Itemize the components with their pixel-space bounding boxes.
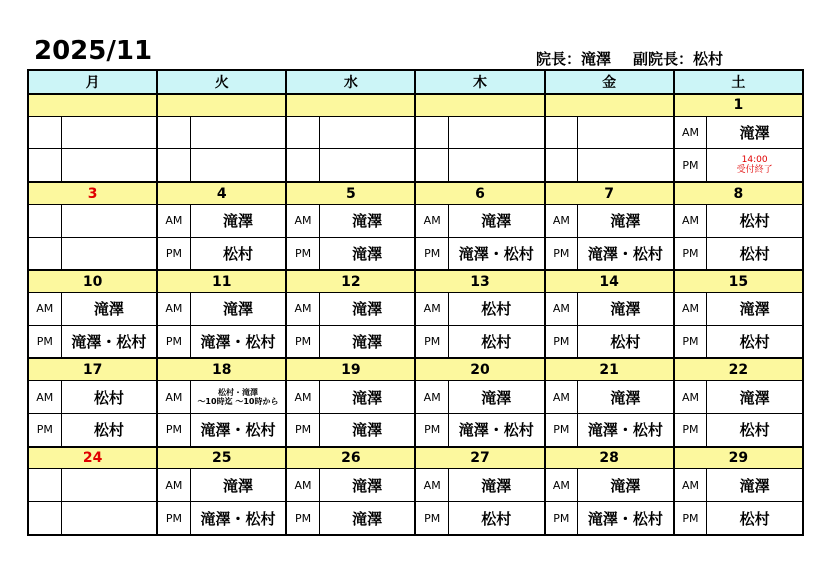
doctor-cell: 滝澤・松村	[190, 413, 286, 446]
date-cell: 19	[286, 358, 415, 380]
doctor-cell: 滝澤	[61, 293, 157, 326]
am-label	[28, 116, 61, 149]
date-cell: 11	[157, 270, 286, 292]
doctor-cell: 松村	[61, 413, 157, 446]
am-label: AM	[674, 469, 707, 502]
doctor-cell: 松村	[61, 381, 157, 414]
pm-row	[28, 502, 803, 535]
date-cell	[28, 94, 157, 116]
am-label: AM	[415, 204, 448, 237]
doctor-cell: 滝澤・松村	[578, 237, 674, 270]
am-label: AM	[415, 293, 448, 326]
staff-info	[536, 50, 745, 68]
date-cell: 22	[674, 358, 803, 380]
note-line: 14:00	[741, 155, 768, 166]
am-label	[28, 469, 61, 502]
weekday-header: 火	[157, 70, 286, 94]
pm-label: PM	[157, 237, 190, 270]
am-label	[286, 116, 319, 149]
pm-label: PM	[415, 413, 448, 446]
pm-label: PM	[157, 502, 190, 535]
pm-label	[157, 149, 190, 182]
am-label	[545, 116, 578, 149]
date-cell: 21	[545, 358, 674, 380]
date-row	[28, 182, 803, 204]
pm-row	[28, 149, 803, 182]
doctor-cell: 滝澤・松村	[61, 325, 157, 358]
date-row	[28, 358, 803, 380]
date-cell: 15	[674, 270, 803, 292]
date-cell	[545, 94, 674, 116]
doctor-cell: 滝澤	[319, 381, 415, 414]
doctor-cell	[190, 116, 286, 149]
date-cell: 24	[28, 447, 157, 469]
doctor-cell: 滝澤	[707, 469, 803, 502]
date-cell: 8	[674, 182, 803, 204]
date-cell: 18	[157, 358, 286, 380]
date-cell: 6	[415, 182, 544, 204]
date-cell: 13	[415, 270, 544, 292]
pm-row	[28, 413, 803, 446]
pm-label: PM	[674, 237, 707, 270]
am-label: AM	[157, 293, 190, 326]
doctor-cell: 滝澤・松村	[448, 413, 544, 446]
date-cell: 29	[674, 447, 803, 469]
am-label: AM	[545, 204, 578, 237]
pm-label: PM	[545, 413, 578, 446]
doctor-cell: 松村	[448, 325, 544, 358]
date-cell: 12	[286, 270, 415, 292]
am-label: AM	[286, 469, 319, 502]
doctor-cell: 滝澤	[319, 502, 415, 535]
doctor-cell: 滝澤	[448, 381, 544, 414]
pm-label	[415, 149, 448, 182]
doctor-cell: 松村	[707, 204, 803, 237]
doctor-cell	[319, 149, 415, 182]
pm-label: PM	[286, 413, 319, 446]
am-label: AM	[286, 293, 319, 326]
doctor-cell: 滝澤・松村	[190, 502, 286, 535]
pm-label: PM	[674, 149, 707, 182]
pm-label: PM	[674, 325, 707, 358]
doctor-cell	[61, 502, 157, 535]
doctor-cell: 滝澤	[448, 204, 544, 237]
am-label: AM	[545, 469, 578, 502]
weekday-header: 水	[286, 70, 415, 94]
doctor-cell	[578, 116, 674, 149]
date-cell: 26	[286, 447, 415, 469]
date-cell: 20	[415, 358, 544, 380]
weekday-header: 木	[415, 70, 544, 94]
doctor-cell	[61, 204, 157, 237]
reception-closed-note	[707, 149, 803, 182]
doctor-cell: 滝澤	[578, 204, 674, 237]
pm-label: PM	[286, 502, 319, 535]
director-label: 院長：滝澤	[536, 50, 612, 68]
weekday-header-row	[28, 70, 803, 94]
date-row	[28, 447, 803, 469]
doctor-cell: 滝澤	[319, 413, 415, 446]
pm-label	[28, 502, 61, 535]
pm-label: PM	[28, 325, 61, 358]
am-label	[157, 116, 190, 149]
pm-label	[28, 149, 61, 182]
am-row	[28, 469, 803, 502]
doctor-cell: 滝澤	[319, 204, 415, 237]
doctor-cell: 滝澤	[319, 325, 415, 358]
doctor-cell	[319, 116, 415, 149]
am-label: AM	[157, 204, 190, 237]
doctor-cell	[448, 149, 544, 182]
am-label: AM	[545, 381, 578, 414]
am-label: AM	[28, 293, 61, 326]
pm-label: PM	[157, 413, 190, 446]
doctor-cell: 滝澤	[578, 381, 674, 414]
am-label: AM	[415, 381, 448, 414]
schedule-table	[27, 69, 804, 536]
am-label	[28, 204, 61, 237]
pm-label: PM	[545, 237, 578, 270]
doctor-cell: 滝澤	[578, 469, 674, 502]
doctor-cell: 滝澤	[190, 204, 286, 237]
date-cell: 3	[28, 182, 157, 204]
doctor-cell: 滝澤	[319, 469, 415, 502]
note-line: 松村・滝澤	[217, 388, 258, 398]
date-cell: 14	[545, 270, 674, 292]
doctor-cell: 松村	[707, 325, 803, 358]
doctor-cell: 松村	[707, 413, 803, 446]
weekday-header: 金	[545, 70, 674, 94]
doctor-cell	[61, 237, 157, 270]
am-label: AM	[674, 381, 707, 414]
doctor-cell: 松村	[578, 325, 674, 358]
pm-row	[28, 325, 803, 358]
doctor-cell: 滝澤	[190, 469, 286, 502]
date-cell: 27	[415, 447, 544, 469]
pm-label	[545, 149, 578, 182]
doctor-cell: 滝澤	[578, 293, 674, 326]
note-line: ～10時迄 ～10時から	[197, 397, 279, 407]
calendar-title: 2025/11	[34, 36, 153, 66]
weekday-header: 月	[28, 70, 157, 94]
vice-director-label: 副院長：松村	[633, 50, 724, 68]
am-label	[415, 116, 448, 149]
doctor-cell: 滝澤	[319, 293, 415, 326]
doctor-cell: 松村	[448, 502, 544, 535]
doctor-cell: 滝澤	[319, 237, 415, 270]
doctor-cell: 滝澤	[707, 293, 803, 326]
am-label: AM	[674, 116, 707, 149]
am-row	[28, 204, 803, 237]
doctor-cell	[61, 116, 157, 149]
doctor-note	[190, 381, 286, 414]
doctor-cell	[190, 149, 286, 182]
am-label: AM	[674, 293, 707, 326]
doctor-cell: 滝澤	[190, 293, 286, 326]
doctor-cell	[61, 149, 157, 182]
am-row	[28, 293, 803, 326]
pm-label: PM	[286, 237, 319, 270]
doctor-cell: 滝澤	[448, 469, 544, 502]
am-label: AM	[157, 469, 190, 502]
date-cell	[415, 94, 544, 116]
date-cell: 25	[157, 447, 286, 469]
date-cell	[286, 94, 415, 116]
am-row	[28, 116, 803, 149]
date-cell	[157, 94, 286, 116]
pm-label: PM	[415, 325, 448, 358]
am-label: AM	[286, 204, 319, 237]
date-cell: 10	[28, 270, 157, 292]
date-cell: 17	[28, 358, 157, 380]
pm-label: PM	[674, 502, 707, 535]
am-label: AM	[415, 469, 448, 502]
weekday-header: 土	[674, 70, 803, 94]
doctor-cell: 滝澤・松村	[578, 413, 674, 446]
doctor-cell: 松村	[707, 502, 803, 535]
doctor-cell	[578, 149, 674, 182]
pm-label: PM	[157, 325, 190, 358]
pm-row	[28, 237, 803, 270]
date-cell: 7	[545, 182, 674, 204]
am-label: AM	[674, 204, 707, 237]
date-cell: 5	[286, 182, 415, 204]
date-cell: 1	[674, 94, 803, 116]
pm-label: PM	[415, 237, 448, 270]
doctor-cell: 滝澤・松村	[190, 325, 286, 358]
pm-label: PM	[674, 413, 707, 446]
date-row	[28, 270, 803, 292]
am-label: AM	[545, 293, 578, 326]
pm-label: PM	[545, 502, 578, 535]
doctor-cell: 滝澤・松村	[578, 502, 674, 535]
note-line: 受付終了	[736, 165, 773, 176]
pm-label: PM	[545, 325, 578, 358]
am-label: AM	[28, 381, 61, 414]
pm-label: PM	[286, 325, 319, 358]
pm-label	[28, 237, 61, 270]
doctor-cell: 松村	[190, 237, 286, 270]
doctor-cell: 松村	[707, 237, 803, 270]
doctor-cell: 松村	[448, 293, 544, 326]
am-row	[28, 381, 803, 414]
doctor-cell: 滝澤・松村	[448, 237, 544, 270]
pm-label: PM	[415, 502, 448, 535]
doctor-cell: 滝澤	[707, 381, 803, 414]
pm-label	[286, 149, 319, 182]
date-row	[28, 94, 803, 116]
am-label: AM	[157, 381, 190, 414]
doctor-cell: 滝澤	[707, 116, 803, 149]
doctor-cell	[61, 469, 157, 502]
date-cell: 4	[157, 182, 286, 204]
date-cell: 28	[545, 447, 674, 469]
doctor-cell	[448, 116, 544, 149]
am-label: AM	[286, 381, 319, 414]
pm-label: PM	[28, 413, 61, 446]
